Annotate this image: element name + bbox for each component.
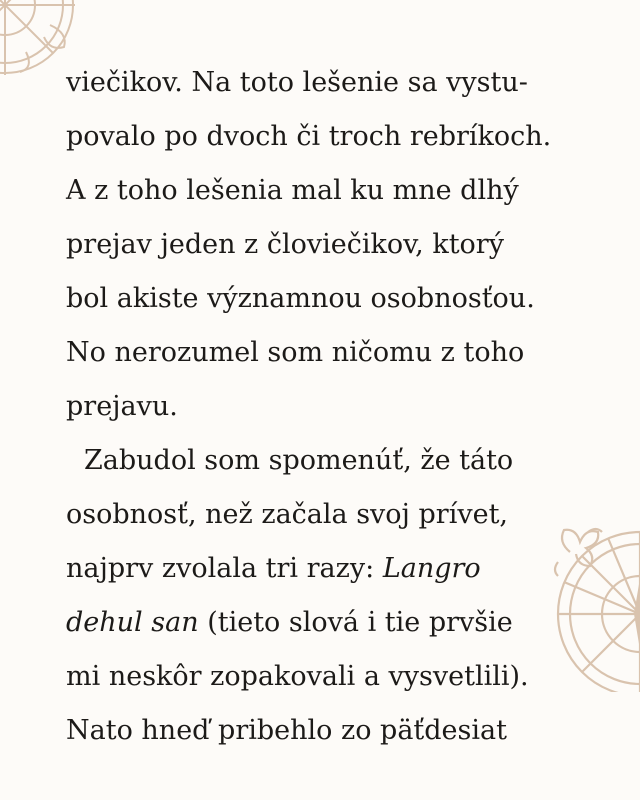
text-line: povalo po dvoch či troch rebríkoch. — [66, 121, 552, 152]
text-segment: najprv zvolala tri razy: — [66, 553, 375, 584]
italic-term: Langro — [382, 553, 481, 584]
text-line: Zabudol som spomenúť, že táto — [84, 445, 514, 476]
text-line: Nato hneď pribehlo zo päťdesiat — [66, 715, 507, 746]
italic-term: dehul san — [66, 607, 199, 638]
text-segment: (tieto slová i tie prvšie — [207, 607, 513, 638]
text-line: mi neskôr zopakovali a vysvetlili). — [66, 661, 529, 692]
text-line: prejav jeden z človiečikov, ktorý — [66, 229, 504, 260]
text-line — [66, 542, 626, 596]
text-line: osobnosť, než začala svoj prívet, — [66, 499, 509, 530]
text-line: prejavu. — [66, 391, 178, 422]
text-line: A z toho lešenia mal ku mne dlhý — [66, 175, 519, 206]
text-line: viečikov. Na toto lešenie sa vystu- — [66, 67, 528, 98]
text-line: bol akiste významnou osobnosťou. — [66, 283, 535, 314]
body-text — [66, 56, 626, 758]
text-line: No nerozumel som ničomu z toho — [66, 337, 525, 368]
text-line — [66, 596, 626, 650]
